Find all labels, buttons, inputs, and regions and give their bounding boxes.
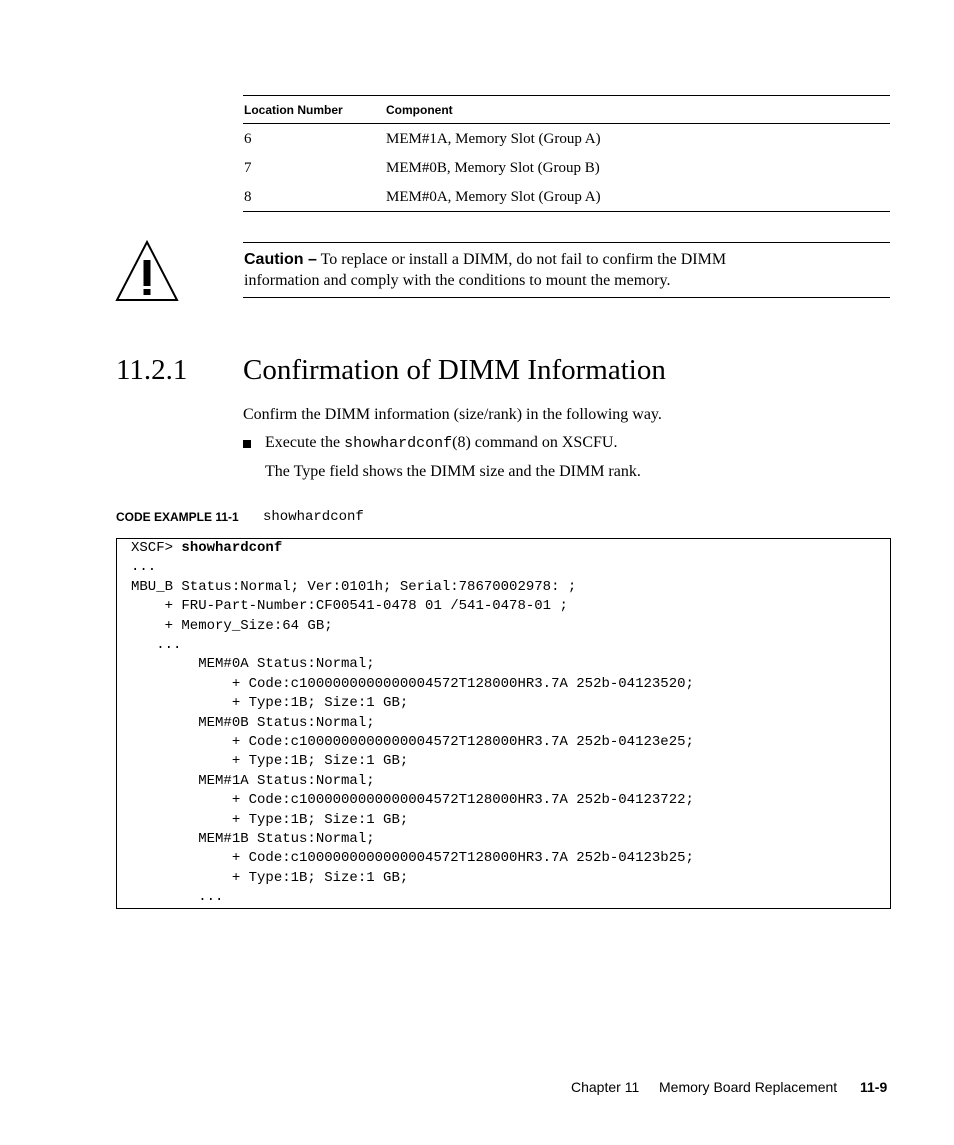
code-line: MBU_B Status:Normal; Ver:0101h; Serial:78670002978: ;: [131, 578, 577, 595]
code-prompt-line: [131, 539, 282, 558]
code-line: + FRU-Part-Number:CF00541-0478 01 /541-0478-01 ;: [131, 598, 568, 615]
component-cell: MEM#0A, Memory Slot (Group A): [386, 189, 601, 205]
code-example-label: CODE EXAMPLE 11-1: [116, 510, 239, 524]
section-title: Confirmation of DIMM Information: [243, 354, 666, 386]
code-block: [116, 538, 891, 909]
code-line: MEM#1B Status:Normal;: [131, 831, 375, 847]
code-line: + Type:1B; Size:1 GB;: [131, 753, 409, 770]
intro-paragraph: Confirm the DIMM information (size/rank) in the following way.: [243, 406, 662, 423]
location-number-cell: 7: [244, 160, 252, 176]
table-header-component: Component: [386, 103, 453, 117]
code-line: + Code:c1000000000000004572T128000HR3.7A 252b-04123b25;: [131, 850, 694, 867]
location-table: [243, 95, 890, 212]
caution-line-2: information and comply with the conditions to mount the memory.: [244, 272, 671, 289]
table-row: [243, 153, 890, 182]
bullet-item: [265, 434, 617, 452]
type-field-note: The Type field shows the DIMM size and the DIMM rank.: [265, 463, 641, 480]
code-example-caption: showhardconf: [263, 509, 364, 525]
table-row: [243, 124, 890, 153]
section-number: 11.2.1: [116, 354, 188, 386]
footer-title: Memory Board Replacement: [659, 1079, 838, 1095]
bullet-square-icon: [243, 440, 251, 448]
table-top-rule: [243, 95, 890, 96]
page-number: 11-9: [860, 1079, 888, 1095]
code-line: MEM#0A Status:Normal;: [131, 656, 375, 673]
code-line: + Type:1B; Size:1 GB;: [131, 811, 409, 828]
table-header-location: Location Number: [244, 103, 343, 117]
code-prompt: XSCF>: [131, 540, 182, 556]
caution-label: Caution –: [244, 251, 317, 268]
code-line: + Type:1B; Size:1 GB;: [131, 869, 409, 886]
code-line: + Type:1B; Size:1 GB;: [131, 695, 409, 712]
code-line: + Code:c1000000000000004572T128000HR3.7A 252b-04123520;: [131, 675, 694, 692]
caution-line-1: To replace or install a DIMM, do not fail to confirm the DIMM: [316, 251, 727, 268]
table-row: [243, 182, 890, 211]
code-line: + Memory_Size:64 GB;: [131, 617, 333, 634]
bullet-prefix: Execute the: [265, 434, 345, 451]
caution-text: [244, 249, 844, 291]
warning-triangle-icon: [115, 240, 179, 302]
code-line: ...: [131, 637, 182, 653]
caution-note: [243, 242, 890, 298]
code-line: MEM#0B Status:Normal;: [131, 714, 375, 731]
bullet-command: showhardconf: [344, 435, 453, 452]
code-line: ...: [131, 889, 224, 906]
table-bottom-rule: [243, 211, 890, 212]
location-number-cell: 6: [244, 131, 252, 147]
code-command: showhardconf: [181, 540, 283, 556]
code-line: + Code:c1000000000000004572T128000HR3.7A 252b-04123722;: [131, 792, 694, 809]
code-line: ...: [131, 559, 157, 576]
component-cell: MEM#0B, Memory Slot (Group B): [386, 160, 600, 176]
component-cell: MEM#1A, Memory Slot (Group A): [386, 131, 601, 147]
code-line: MEM#1A Status:Normal;: [131, 772, 375, 789]
code-line: + Code:c1000000000000004572T128000HR3.7A 252b-04123e25;: [131, 734, 694, 750]
footer-chapter: Chapter 11: [571, 1079, 640, 1095]
location-number-cell: 8: [244, 189, 252, 205]
bullet-suffix: (8) command on XSCFU.: [452, 434, 618, 451]
